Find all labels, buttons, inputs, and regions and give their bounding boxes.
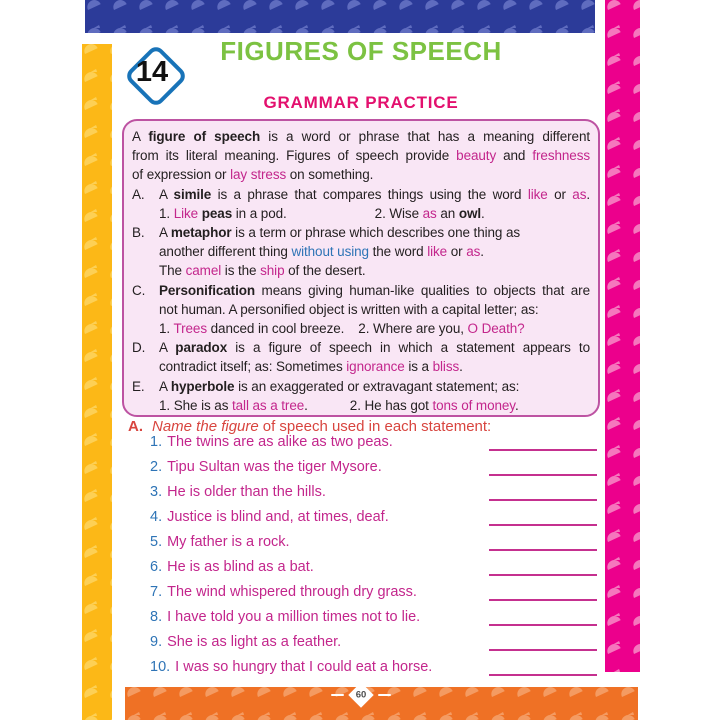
text-segment: as (466, 244, 481, 260)
semicircle-pattern-blue (85, 0, 595, 33)
text-segment: without using (291, 244, 369, 260)
answer-blank[interactable] (489, 524, 597, 526)
page-number-badge (331, 680, 391, 710)
text-segment: 2. He has got (349, 397, 433, 413)
text-segment: 2. Wise (374, 205, 423, 221)
text-segment: not human. A personified object is written with a capital letter; as: (159, 301, 539, 317)
answer-blank[interactable] (489, 624, 597, 626)
text-segment: freshness (532, 148, 591, 164)
answer-blank[interactable] (489, 574, 597, 576)
definition-line (132, 127, 590, 146)
text-segment: from its literal meaning. Figures of speech provide (132, 148, 457, 164)
text-segment: is a word or phrase that has a meaning different (260, 129, 591, 144)
exercise-item (150, 480, 597, 505)
exercise-item (150, 580, 597, 605)
text-segment: . (480, 244, 484, 260)
exercise-item (150, 430, 597, 455)
definition-line (132, 185, 590, 204)
text-segment: or (547, 186, 573, 202)
text-segment: like (427, 244, 448, 260)
text-segment: is a figure of speech in which a statement appears to (227, 340, 590, 356)
text-segment: is a term or phrase which describes one thing as (231, 225, 521, 241)
page-number: 60 (355, 689, 367, 701)
definition-box (122, 119, 600, 417)
text-segment: A (159, 340, 176, 356)
item-text: I have told you a million times not to lie. (167, 609, 421, 625)
definition-line (132, 223, 590, 242)
text-segment: as (572, 186, 587, 202)
definition-line (132, 357, 590, 376)
page-number-flourish-right (378, 694, 391, 696)
exercise-label: A. (128, 418, 143, 435)
text-segment: ship (260, 263, 285, 279)
practice-heading: GRAMMAR PRACTICE (263, 93, 459, 112)
text-segment: like (527, 186, 548, 202)
exercise-item (150, 555, 597, 580)
text-segment: bliss (432, 359, 460, 375)
text-segment: means giving human-like qualities to objects that are (255, 282, 590, 298)
page-title: FIGURES OF SPEECH (220, 36, 502, 66)
answer-blank[interactable] (489, 599, 597, 601)
text-segment: or (447, 244, 467, 260)
answer-blank[interactable] (489, 449, 597, 451)
definition-line (132, 319, 590, 338)
text-segment: A (159, 186, 174, 202)
text-segment: . (586, 186, 590, 202)
definition-line (132, 146, 590, 165)
text-segment: 1. (159, 205, 174, 221)
text-segment: . (304, 397, 308, 413)
item-number: 6. (150, 559, 163, 575)
item-number: 5. (150, 534, 163, 550)
semicircle-pattern-yellow (82, 44, 112, 720)
text-segment: an (436, 205, 459, 221)
text-segment: The (159, 263, 186, 279)
text-segment: . (481, 205, 485, 221)
spacer (344, 332, 358, 333)
text-segment: is an exaggerated or extravagant statement; as: (234, 378, 520, 394)
definition-line (132, 281, 590, 300)
text-segment: of the desert. (284, 263, 366, 279)
list-letter: B. (132, 225, 145, 241)
text-segment: A (159, 378, 171, 394)
text-segment: in a pod. (232, 205, 287, 221)
text-segment: ignorance (346, 359, 405, 375)
spacer (287, 217, 375, 218)
text-segment: of expression or (132, 167, 231, 183)
text-segment: is the (221, 263, 261, 279)
text-segment: beauty (456, 148, 497, 164)
answer-blank[interactable] (489, 649, 597, 651)
answer-blank[interactable] (489, 674, 597, 676)
text-segment: danced in cool breeze. (206, 321, 345, 337)
list-letter: D. (132, 340, 146, 356)
item-text: He is as blind as a bat. (167, 559, 314, 575)
text-segment: 1. She is as (159, 397, 232, 413)
list-letter: E. (132, 378, 145, 394)
list-letter: C. (132, 282, 146, 298)
text-segment: is a phrase that compares things using the word (211, 186, 528, 202)
text-segment: on something. (286, 167, 374, 183)
text-segment: simile (173, 186, 212, 202)
item-text: He is older than the hills. (167, 484, 326, 500)
text-segment: contradict itself; as: Sometimes (159, 359, 347, 375)
definition-line (132, 242, 590, 261)
text-segment: O Death? (467, 321, 525, 337)
list-letter: A. (132, 186, 145, 202)
text-segment: is a (404, 359, 433, 375)
definition-line (132, 204, 590, 223)
exercise-item (150, 655, 597, 680)
semicircle-pattern-magenta (605, 0, 640, 672)
text-segment: and (496, 148, 533, 164)
spacer (308, 409, 350, 410)
exercise-heading-rest: of speech used in each statement: (262, 418, 492, 435)
item-text: She is as light as a feather. (167, 634, 342, 650)
exercise-item (150, 455, 597, 480)
text-segment: the word (368, 244, 428, 260)
text-segment: A (132, 129, 149, 144)
text-segment: another different thing (159, 244, 292, 260)
text-segment: as (422, 205, 437, 221)
text-segment: tall as a tree (232, 397, 305, 413)
text-segment: . (514, 397, 519, 413)
item-text: I was so hungry that I could eat a horse. (175, 659, 433, 675)
chapter-number: 14 (135, 55, 169, 88)
item-number: 2. (150, 459, 163, 475)
item-number: 4. (150, 509, 163, 525)
left-border-stripe (82, 44, 112, 720)
definition-line (132, 338, 590, 357)
item-number: 9. (150, 634, 163, 650)
definition-line (132, 261, 590, 280)
item-text: My father is a rock. (167, 534, 290, 550)
text-segment: figure of speech (148, 129, 261, 144)
text-segment: metaphor (170, 225, 232, 241)
item-text: Justice is blind and, at times, deaf. (167, 509, 389, 525)
top-border-stripe (85, 0, 595, 33)
item-number: 1. (150, 434, 163, 450)
exercise-item (150, 530, 597, 555)
text-segment: Like (173, 205, 199, 221)
text-segment: peas (201, 205, 233, 221)
text-segment: hyperbole (170, 378, 235, 394)
item-number: 10. (150, 659, 171, 675)
text-segment: 1. (159, 321, 174, 337)
item-number: 8. (150, 609, 163, 625)
exercise-heading-italic: Name the figure (152, 418, 259, 435)
text-segment: tons of money (432, 397, 515, 413)
right-border-stripe (605, 0, 640, 672)
item-text: Tipu Sultan was the tiger Mysore. (167, 459, 382, 475)
answer-blank[interactable] (489, 499, 597, 501)
definition-line (132, 165, 590, 184)
text-segment: 2. Where are you, (358, 321, 468, 337)
text-segment: Trees (173, 321, 207, 337)
text-segment: camel (185, 263, 222, 279)
text-segment: owl (458, 205, 482, 221)
text-segment: lay stress (230, 167, 287, 183)
definition-box-lines (132, 127, 590, 415)
exercise-item (150, 605, 597, 630)
text-segment: . (459, 359, 463, 375)
answer-blank[interactable] (489, 549, 597, 551)
text-segment: paradox (175, 340, 228, 356)
exercise-item (150, 630, 597, 655)
exercise-item (150, 505, 597, 530)
item-number: 7. (150, 584, 163, 600)
text-segment: A (159, 225, 171, 241)
definition-line (132, 300, 590, 319)
item-text: The wind whispered through dry grass. (167, 584, 417, 600)
item-number: 3. (150, 484, 163, 500)
exercise-items (150, 430, 597, 680)
answer-blank[interactable] (489, 474, 597, 476)
item-text: The twins are as alike as two peas. (167, 434, 393, 450)
definition-line (132, 396, 590, 415)
page-number-flourish-left (331, 694, 344, 696)
definition-line (132, 377, 590, 396)
text-segment: Personification (159, 282, 256, 298)
